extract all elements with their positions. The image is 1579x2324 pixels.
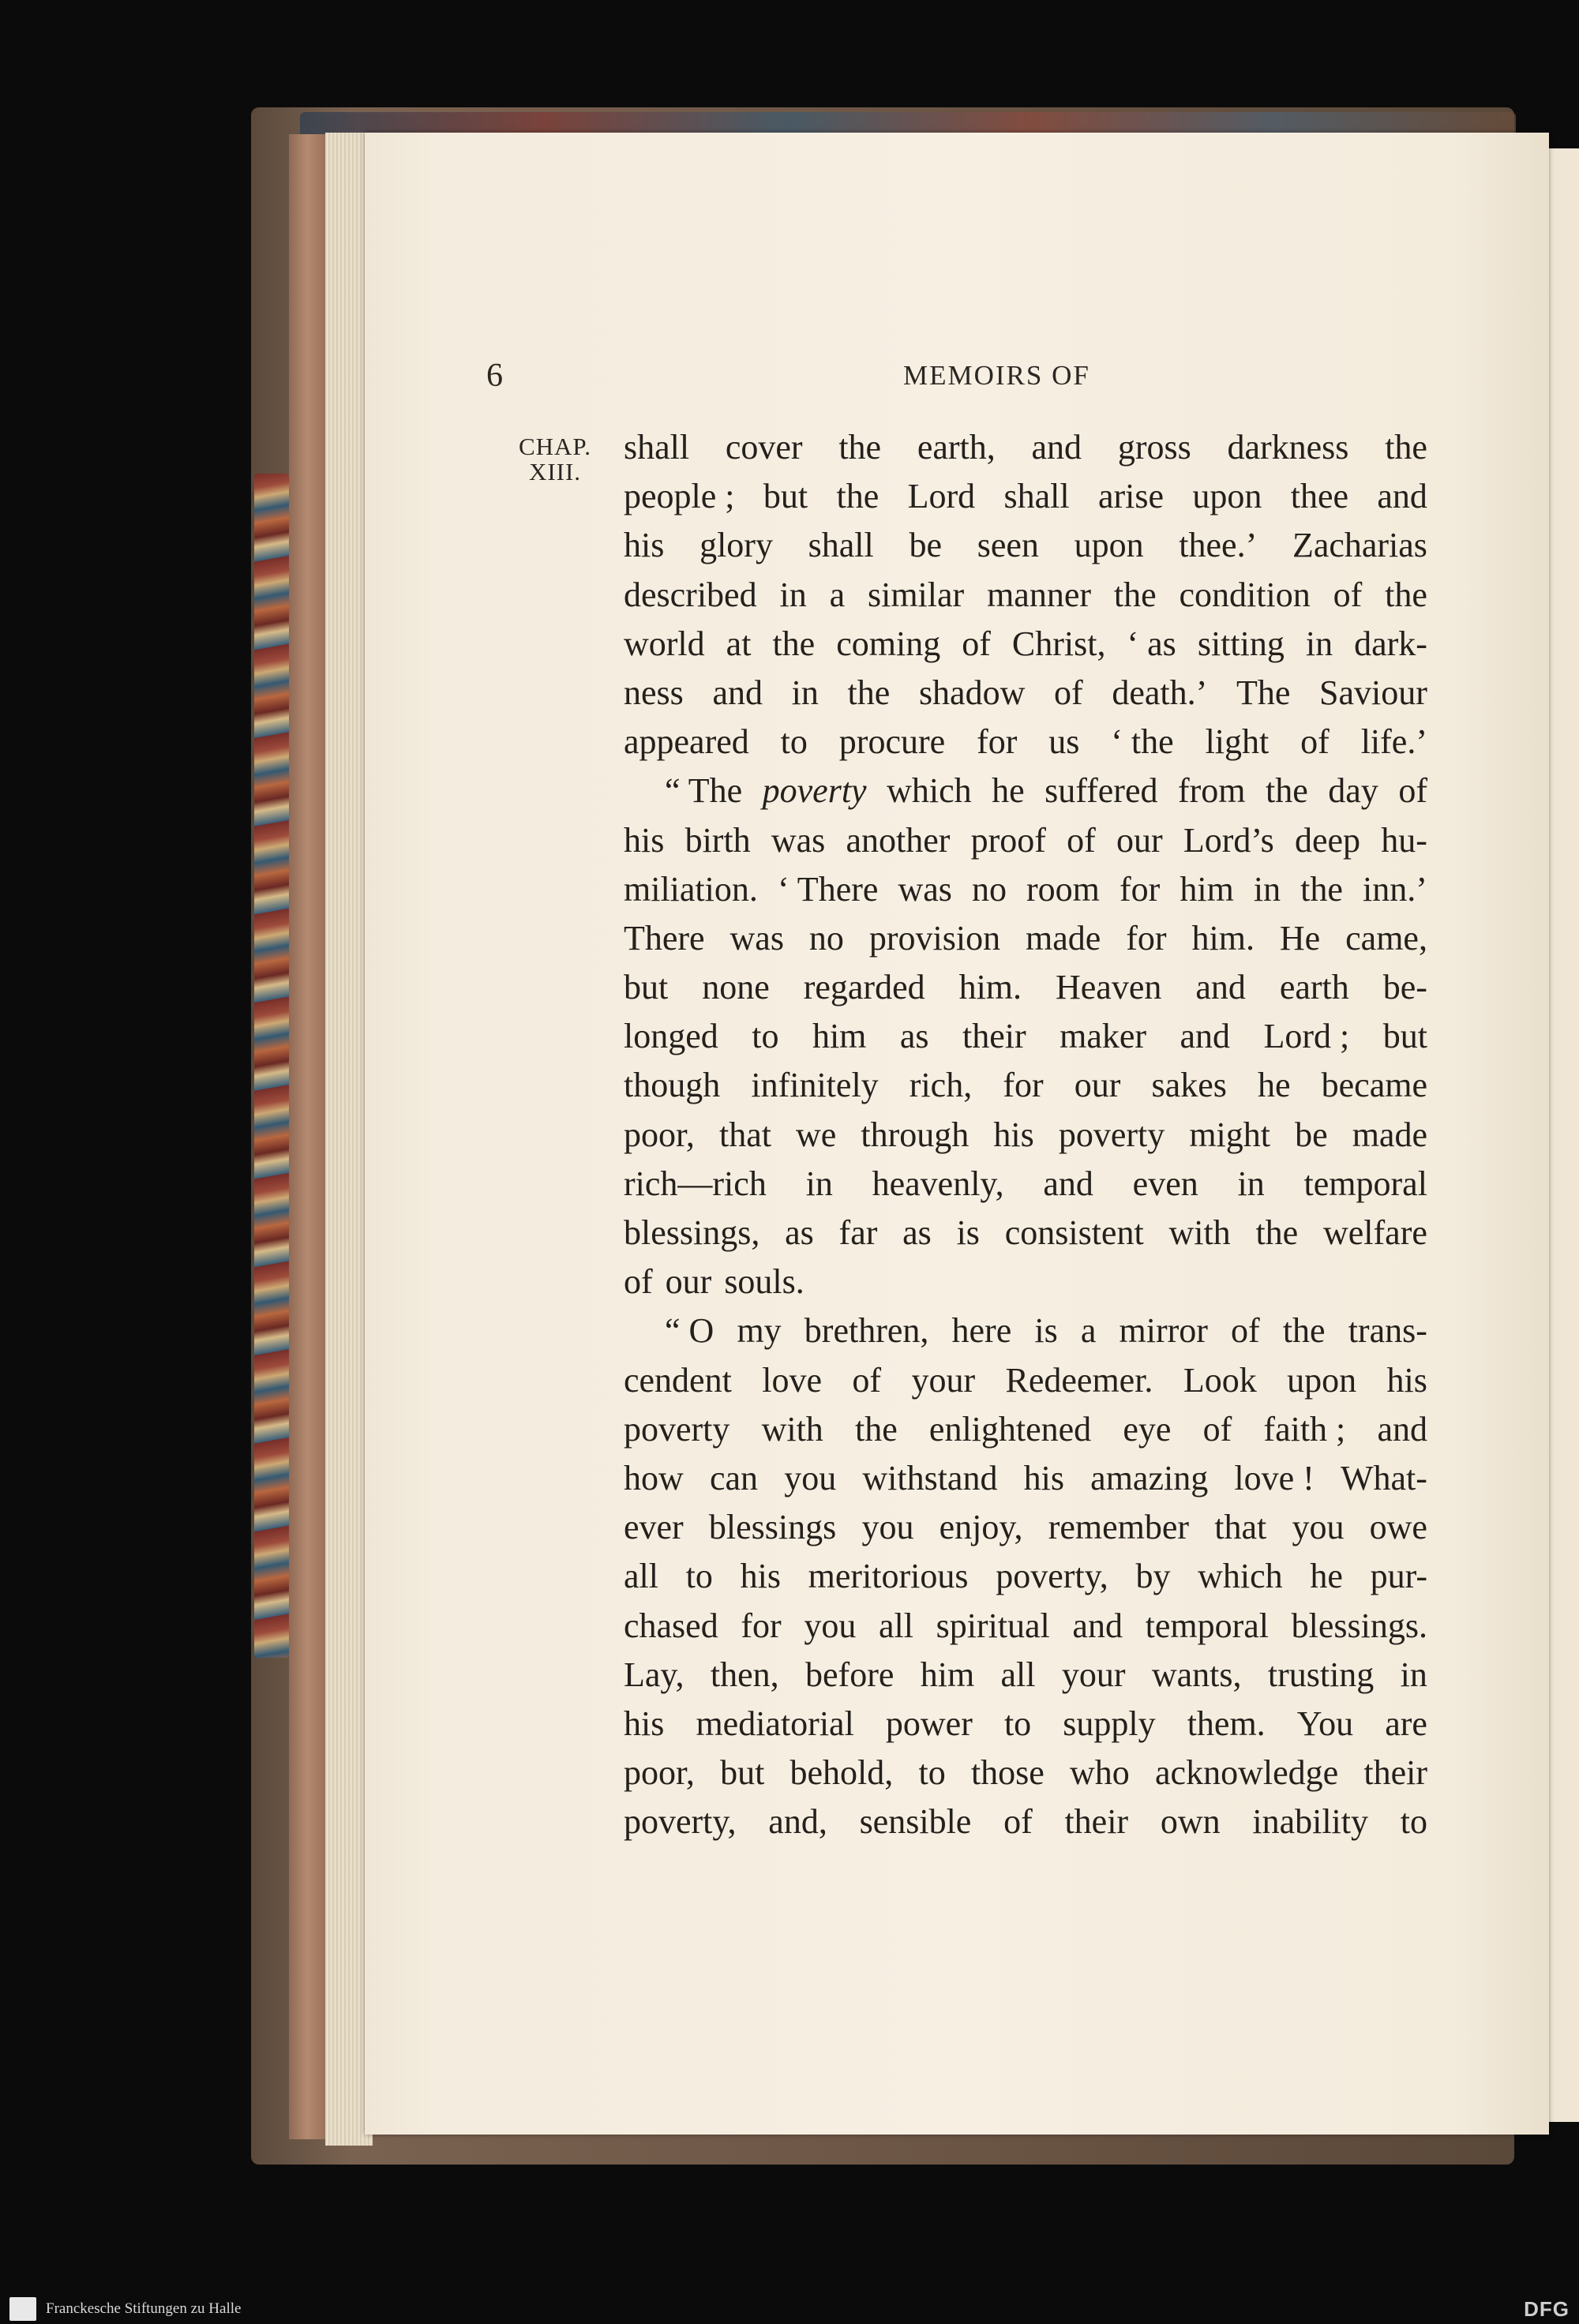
body-text (624, 423, 1427, 1846)
word: that (718, 1115, 771, 1154)
word: who (1070, 1753, 1130, 1793)
word: upon (1287, 1360, 1357, 1400)
word: souls. (724, 1262, 805, 1302)
word: poor, (624, 1753, 695, 1793)
word: provision (868, 918, 1001, 958)
word: might (1189, 1115, 1270, 1154)
word: acknowledge (1155, 1753, 1339, 1793)
word: life.’ (1360, 722, 1427, 762)
word: his (740, 1557, 781, 1596)
word: them. (1187, 1704, 1266, 1743)
word: and (1180, 1017, 1231, 1056)
word: mediatorial (696, 1704, 854, 1743)
word: you (804, 1606, 857, 1645)
text-line (624, 571, 1427, 620)
word: he (992, 771, 1025, 811)
word: his (624, 1704, 665, 1743)
word: Redeemer. (1005, 1360, 1153, 1400)
word: which (887, 771, 972, 811)
word: his (1386, 1360, 1427, 1400)
word: owe (1369, 1508, 1427, 1547)
word: rich, (909, 1066, 973, 1105)
word: and (1377, 477, 1427, 516)
word: Lord’s (1183, 820, 1274, 860)
word: in (805, 1164, 833, 1203)
chapter-number: XIII. (528, 458, 582, 485)
word: for (741, 1606, 782, 1645)
word: glory (699, 526, 773, 565)
word: made (1026, 918, 1101, 958)
chapter-margin-note (496, 434, 614, 485)
word: is (1034, 1311, 1058, 1351)
word: hu- (1381, 820, 1427, 860)
word: his (1023, 1458, 1064, 1497)
word: with (1168, 1213, 1231, 1252)
word: the (1385, 575, 1427, 614)
word: earth, (917, 428, 996, 467)
word: gross (1117, 428, 1191, 467)
chapter-label: CHAP. (518, 433, 591, 460)
word: Saviour (1319, 673, 1427, 712)
word: similar (867, 575, 965, 614)
word: of (1300, 722, 1330, 762)
word: but (1382, 1017, 1427, 1056)
word: in (779, 575, 807, 614)
word: arise (1097, 477, 1165, 516)
word: poverty (1058, 1115, 1165, 1154)
word: and (1043, 1164, 1093, 1203)
text-line (624, 1306, 1427, 1355)
text-line (624, 1552, 1427, 1601)
text-line (624, 1797, 1427, 1846)
word: of (1398, 771, 1427, 811)
word: the (1385, 428, 1427, 467)
word: is (956, 1213, 980, 1252)
word: love (762, 1360, 822, 1400)
word: eye (1123, 1409, 1172, 1449)
word: the (772, 624, 816, 663)
word: upon (1192, 477, 1262, 516)
word: welfare (1322, 1213, 1427, 1252)
word: before (805, 1655, 895, 1694)
word: shall (1003, 477, 1070, 516)
word: be (909, 526, 942, 565)
text-line (624, 1258, 1427, 1306)
word: spiritual (936, 1606, 1050, 1645)
word: room (1026, 869, 1100, 909)
word: far (838, 1213, 878, 1252)
word: ‘ the (1111, 722, 1174, 762)
word: Lord ; (1263, 1017, 1350, 1056)
word: Zacharias (1292, 526, 1427, 565)
word: temporal (1145, 1606, 1269, 1645)
text-line (624, 1602, 1427, 1651)
word: be (1295, 1115, 1328, 1154)
word: the (836, 477, 880, 516)
word: cendent (624, 1360, 732, 1400)
word: him. (958, 968, 1022, 1007)
word: blessings. (1291, 1606, 1427, 1645)
text-line (624, 1061, 1427, 1110)
word: “ O (665, 1311, 714, 1351)
word: blessings, (624, 1213, 760, 1252)
text-line (624, 1012, 1427, 1061)
word: in (1237, 1164, 1265, 1203)
word: their (962, 1017, 1026, 1056)
word: his (624, 820, 665, 860)
word: though (624, 1066, 721, 1105)
word: are (1385, 1704, 1427, 1743)
word: upon (1074, 526, 1144, 565)
word: with (761, 1409, 823, 1449)
word: the (1266, 771, 1308, 811)
word: the (838, 428, 882, 467)
word: another (846, 820, 951, 860)
word: he (1257, 1066, 1291, 1105)
text-line (624, 1209, 1427, 1258)
word: described (624, 575, 757, 614)
word: day (1328, 771, 1378, 811)
word: for (1119, 869, 1161, 909)
word: people ; (624, 477, 735, 516)
word: world (624, 624, 705, 663)
word: ever (624, 1508, 684, 1547)
word: made (1352, 1115, 1427, 1154)
text-line (624, 718, 1427, 767)
word: proof (970, 820, 1046, 860)
binding-edge (289, 134, 325, 2139)
word: the (1113, 575, 1157, 614)
word: all (1000, 1655, 1036, 1694)
word: maker (1060, 1017, 1147, 1056)
word: sensible (859, 1802, 972, 1842)
word: to (685, 1557, 713, 1596)
word: enlightened (928, 1409, 1092, 1449)
word: own (1160, 1802, 1221, 1842)
word: inability (1252, 1802, 1368, 1842)
word: that (1214, 1508, 1267, 1547)
word: He (1279, 918, 1321, 958)
word: chased (624, 1606, 718, 1645)
word: longed (624, 1017, 718, 1056)
word: infinitely (751, 1066, 879, 1105)
word: of (624, 1262, 653, 1302)
word: was (898, 869, 952, 909)
word: to (752, 1017, 779, 1056)
text-line (624, 472, 1427, 521)
word: light (1205, 722, 1270, 762)
word: Lord (907, 477, 976, 516)
word: condition (1179, 575, 1311, 614)
word: You (1296, 1704, 1354, 1743)
word: in (791, 673, 819, 712)
word: can (709, 1458, 759, 1497)
marbled-endpaper (254, 474, 289, 1658)
word: shall (808, 526, 874, 565)
word: all (878, 1606, 913, 1645)
word: poverty, (996, 1557, 1108, 1596)
word: the (1282, 1311, 1326, 1351)
word: of (962, 624, 991, 663)
word: thee (1290, 477, 1349, 516)
word: birth (684, 820, 751, 860)
word: poor, (624, 1115, 695, 1154)
word: and, (768, 1802, 827, 1842)
word: was (771, 820, 826, 860)
word: cover (725, 428, 803, 467)
text-line (624, 521, 1427, 570)
word: power (885, 1704, 973, 1743)
text-line (624, 1503, 1427, 1552)
word: consistent (1004, 1213, 1144, 1252)
text-line (624, 620, 1427, 669)
word: Look (1183, 1360, 1257, 1400)
word: you (784, 1458, 837, 1497)
word: and (1195, 968, 1246, 1007)
word: ‘ There (777, 869, 879, 909)
word: miliation. (624, 869, 758, 909)
word: death.’ (1112, 673, 1208, 712)
word: regarded (803, 968, 925, 1007)
word: amazing (1090, 1458, 1209, 1497)
word: shadow (918, 673, 1026, 712)
word: coming (836, 624, 941, 663)
word: your (1061, 1655, 1126, 1694)
text-line (624, 963, 1427, 1012)
word: at (726, 624, 752, 663)
word: for (1126, 918, 1167, 958)
word: my (737, 1311, 782, 1351)
word: Christ, (1011, 624, 1106, 663)
institution-logo-icon (9, 2297, 36, 2321)
word: then, (710, 1655, 779, 1694)
text-line (624, 1651, 1427, 1700)
word: and (1031, 428, 1082, 467)
word: the (1300, 869, 1343, 909)
word: thee.’ (1179, 526, 1258, 565)
word: Heaven (1056, 968, 1162, 1007)
word: blessings (708, 1508, 837, 1547)
word: remember (1048, 1508, 1190, 1547)
word: withstand (862, 1458, 998, 1497)
word: Lay, (624, 1655, 684, 1694)
word: a (829, 575, 846, 614)
word: sitting (1197, 624, 1285, 663)
word: for (977, 722, 1018, 762)
word: wants, (1151, 1655, 1242, 1694)
word: and (1377, 1409, 1427, 1449)
word: no (808, 918, 844, 958)
word: enjoy, (939, 1508, 1023, 1547)
word: in (1400, 1655, 1427, 1694)
word: seen (977, 526, 1039, 565)
word: all (624, 1557, 658, 1596)
text-line (624, 767, 1427, 815)
text-line (624, 669, 1427, 718)
word: but (763, 477, 808, 516)
word: trans- (1348, 1311, 1427, 1351)
word: sakes (1151, 1066, 1227, 1105)
word: shall (624, 428, 690, 467)
word: faith ; (1263, 1409, 1346, 1449)
word: for (1003, 1066, 1044, 1105)
word: the (854, 1409, 898, 1449)
text-line (624, 914, 1427, 963)
word: he (1310, 1557, 1343, 1596)
word: him (920, 1655, 975, 1694)
funder-logo: DFG (1524, 2297, 1570, 2321)
word: we (796, 1115, 837, 1154)
word: our (665, 1262, 712, 1302)
word: even (1132, 1164, 1198, 1203)
word: meritorious (808, 1557, 969, 1596)
word: here (951, 1311, 1012, 1351)
word: the (847, 673, 891, 712)
word: of (1231, 1311, 1260, 1351)
text-line (624, 1111, 1427, 1160)
word: us (1048, 722, 1080, 762)
word: from (1177, 771, 1246, 811)
text-line (624, 1405, 1427, 1454)
word: mirror (1119, 1311, 1208, 1351)
word: of (1003, 1802, 1033, 1842)
word: which (1198, 1557, 1283, 1596)
word: of (1202, 1409, 1232, 1449)
word: The (1236, 673, 1291, 712)
word: to (918, 1753, 946, 1793)
word: his (624, 526, 665, 565)
word: you (1292, 1508, 1345, 1547)
word: of (852, 1360, 882, 1400)
text-line (624, 423, 1427, 472)
word: What- (1340, 1458, 1427, 1497)
text-line (624, 1700, 1427, 1749)
word: you (861, 1508, 914, 1547)
word: the (1255, 1213, 1299, 1252)
institution-name: Franckesche Stiftungen zu Halle (46, 2300, 242, 2317)
word: to (780, 722, 808, 762)
viewer-footer (0, 2292, 1579, 2324)
word: in (1253, 869, 1281, 909)
word: was (729, 918, 784, 958)
word: to (1003, 1704, 1032, 1743)
word: brethren, (804, 1311, 929, 1351)
word: became (1321, 1066, 1427, 1105)
word: trusting (1267, 1655, 1375, 1694)
word: pur- (1370, 1557, 1427, 1596)
word: inn.’ (1363, 869, 1427, 909)
text-line (624, 1454, 1427, 1503)
word: how (624, 1458, 684, 1497)
word: as (785, 1213, 814, 1252)
word: but (720, 1753, 765, 1793)
word: manner (987, 575, 1091, 614)
word: their (1064, 1802, 1129, 1842)
word: poverty, (624, 1802, 737, 1842)
word: love ! (1234, 1458, 1315, 1497)
text-line (624, 1749, 1427, 1797)
word: suffered (1045, 771, 1158, 811)
word: of (1067, 820, 1096, 860)
word: those (970, 1753, 1045, 1793)
word: appeared (624, 722, 749, 762)
word: as (902, 1213, 932, 1252)
word: through (861, 1115, 970, 1154)
word: their (1363, 1753, 1427, 1793)
word: and (1072, 1606, 1123, 1645)
word: darkness (1227, 428, 1349, 467)
text-line (624, 1160, 1427, 1209)
word: heavenly, (872, 1164, 1004, 1203)
word: poverty (762, 771, 867, 811)
word: him (1180, 869, 1234, 909)
word: be- (1382, 968, 1427, 1007)
text-line (624, 816, 1427, 865)
word: of (1333, 575, 1363, 614)
word: our (1074, 1066, 1121, 1105)
word: “ The (665, 771, 743, 811)
word: but (624, 968, 669, 1007)
word: rich—rich (624, 1164, 767, 1203)
word: to (1400, 1802, 1427, 1842)
word: temporal (1303, 1164, 1427, 1203)
word: him. (1191, 918, 1255, 958)
word: and (712, 673, 763, 712)
running-head (0, 357, 1579, 404)
word: his (993, 1115, 1034, 1154)
word: ‘ as (1127, 624, 1176, 663)
word: behold, (790, 1753, 894, 1793)
word: There (624, 918, 705, 958)
word: earth (1279, 968, 1349, 1007)
word: no (971, 869, 1007, 909)
word: supply (1063, 1704, 1156, 1743)
word: a (1080, 1311, 1097, 1351)
word: of (1054, 673, 1083, 712)
running-title: MEMOIRS OF (903, 360, 1090, 391)
word: came, (1345, 918, 1427, 958)
word: in (1305, 624, 1333, 663)
page-number: 6 (486, 358, 503, 394)
word: none (702, 968, 770, 1007)
word: poverty (624, 1409, 730, 1449)
word: your (911, 1360, 976, 1400)
word: by (1135, 1557, 1171, 1596)
word: procure (838, 722, 946, 762)
word: deep (1294, 820, 1361, 860)
word: our (1116, 820, 1163, 860)
word: ness (624, 673, 684, 712)
text-line (624, 1356, 1427, 1405)
word: him (812, 1017, 867, 1056)
word: as (899, 1017, 929, 1056)
word: dark- (1354, 624, 1427, 663)
text-line (624, 865, 1427, 914)
